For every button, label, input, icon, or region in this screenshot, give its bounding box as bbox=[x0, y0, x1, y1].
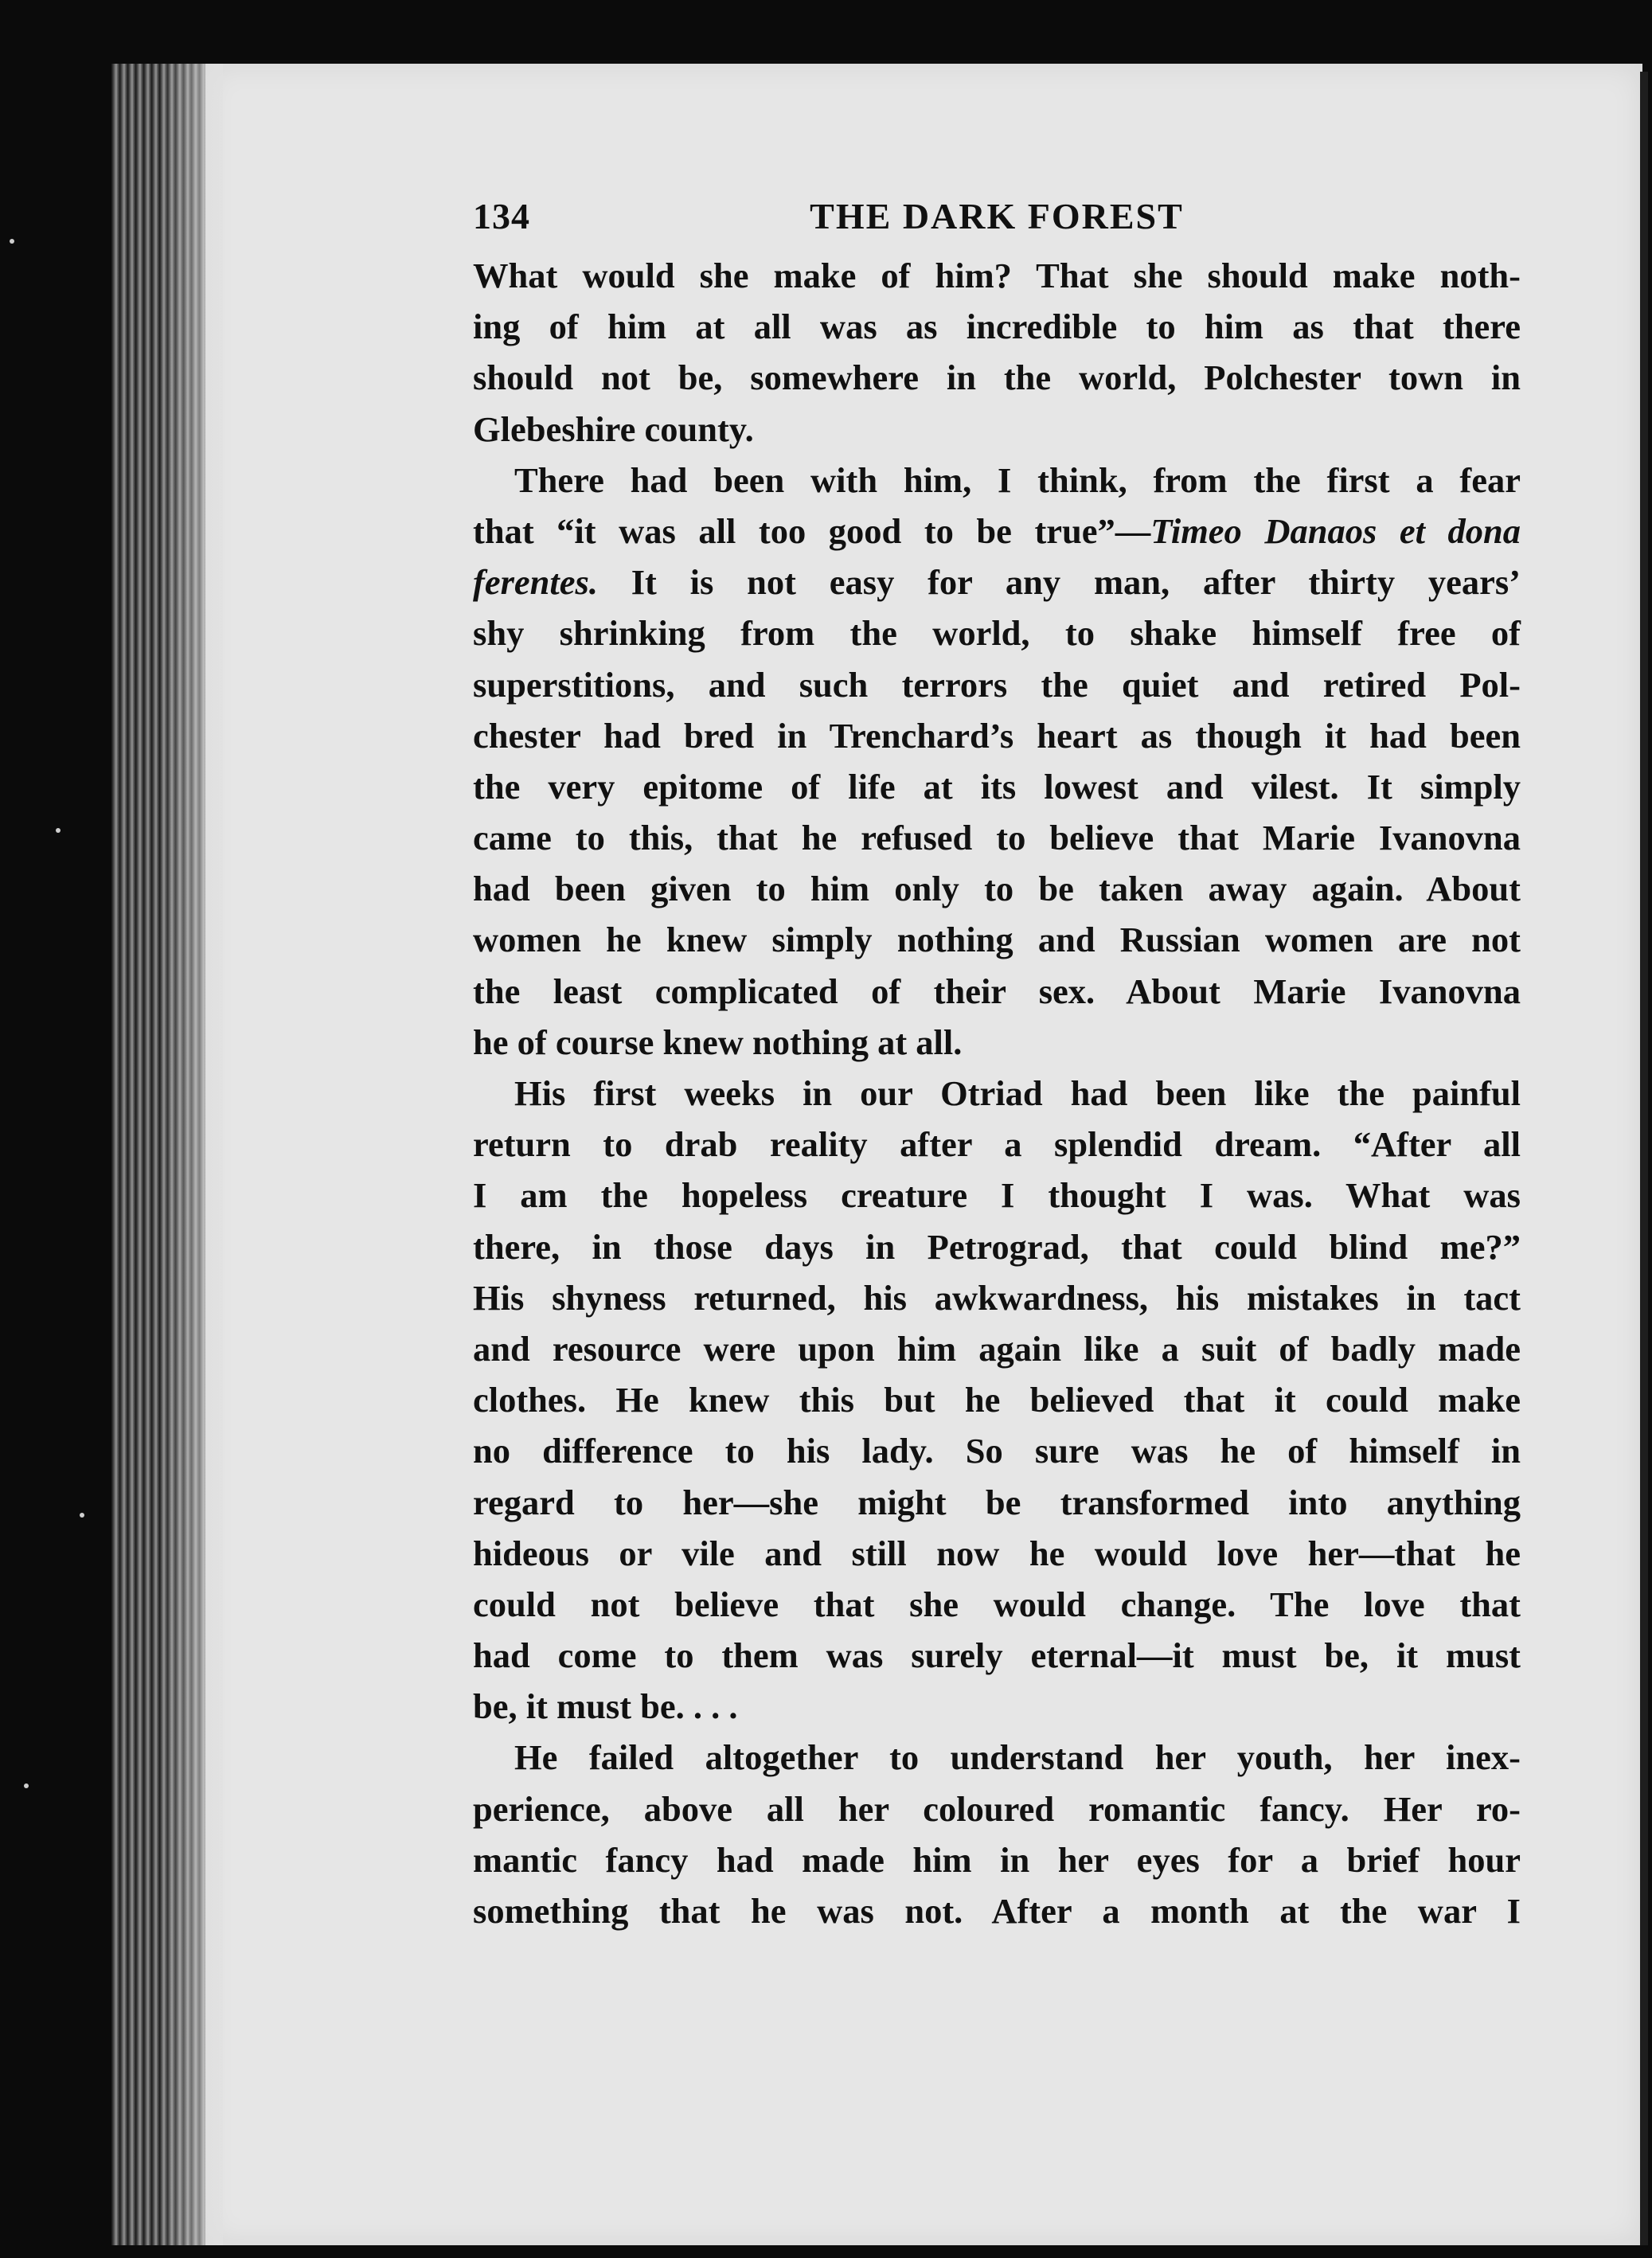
text-line: What would she make of him? That she should make noth- bbox=[473, 256, 1521, 295]
text-line: the very epitome of life at its lowest and vilest. It simply bbox=[473, 766, 1521, 807]
text-line: clothes. He knew this but he believed that it could make bbox=[473, 1380, 1521, 1420]
text-line: had been given to him only to be taken away again. About bbox=[473, 869, 1521, 909]
text-line: women he knew simply nothing and Russian women are not bbox=[473, 920, 1521, 960]
text-line: be, it must be. . . . bbox=[473, 1686, 738, 1727]
latin-quote: Timeo Danaos et dona bbox=[1150, 510, 1521, 551]
page-right-edge bbox=[1640, 72, 1648, 2245]
text-line: superstitions, and such terrors the quiet and retired Pol- bbox=[473, 664, 1521, 705]
dust-speck bbox=[10, 239, 14, 244]
text-line: the least complicated of their sex. About Marie Ivanovna bbox=[473, 971, 1521, 1011]
text-line: came to this, that he refused to believe that Marie Ivanovna bbox=[473, 818, 1521, 858]
text-line: there, in those days in Petrograd, that could blind me?” bbox=[473, 1226, 1521, 1267]
page-number: 134 bbox=[473, 196, 530, 236]
dust-speck bbox=[56, 828, 61, 833]
text-line: regard to her—she might be transformed into anything bbox=[473, 1482, 1521, 1522]
text-line: shy shrinking from the world, to shake himself free of bbox=[473, 613, 1521, 654]
text-line: He failed altogether to understand her youth, her inex- bbox=[514, 1737, 1521, 1778]
binding-shadow bbox=[159, 64, 223, 2245]
paragraph-2 bbox=[473, 455, 1521, 1068]
latin-quote-end: ferentes. bbox=[473, 562, 598, 603]
text-line: something that he was not. After a month at the war I bbox=[473, 1891, 1521, 1931]
text-line: mantic fancy had made him in her eyes for a brief hour bbox=[473, 1839, 1521, 1880]
text-line: His shyness returned, his awkwardness, his mistakes in tact bbox=[473, 1277, 1521, 1318]
text-line: There had been with him, I think, from the first a fear bbox=[514, 459, 1521, 500]
text-segment: that “it was all too good to be true”— bbox=[473, 510, 1151, 551]
text-line: and resource were upon him again like a suit of badly made bbox=[473, 1328, 1521, 1369]
text-line: His first weeks in our Otriad had been like the painful bbox=[514, 1073, 1521, 1113]
dust-speck bbox=[24, 1783, 29, 1788]
running-title: THE DARK FOREST bbox=[810, 196, 1184, 236]
text-line: Glebeshire county. bbox=[473, 408, 754, 449]
text-line: no difference to his lady. So sure was he of himself in bbox=[473, 1431, 1521, 1471]
text-line: should not be, somewhere in the world, Polchester town in bbox=[473, 357, 1521, 398]
text-line: had come to them was surely eternal—it must be, it must bbox=[473, 1635, 1521, 1676]
paragraph-3 bbox=[473, 1068, 1521, 1732]
text-segment: It is not easy for any man, after thirty years’ bbox=[597, 562, 1521, 603]
running-header bbox=[473, 191, 1521, 250]
paragraph-1 bbox=[473, 250, 1521, 455]
text-line: could not believe that she would change. The love that bbox=[473, 1584, 1521, 1624]
text-line: perience, above all her coloured romantic fancy. Her ro- bbox=[473, 1788, 1521, 1829]
text-line: hideous or vile and still now he would love her—that he bbox=[473, 1533, 1521, 1573]
text-line: return to drab reality after a splendid dream. “After all bbox=[473, 1124, 1521, 1165]
text-line bbox=[473, 557, 1521, 607]
paragraph-4 bbox=[473, 1732, 1521, 1936]
text-line: I am the hopeless creature I thought I was. What was bbox=[473, 1175, 1521, 1216]
dust-speck bbox=[80, 1513, 84, 1518]
text-line bbox=[473, 506, 1521, 557]
page-text bbox=[473, 191, 1521, 1936]
text-line: he of course knew nothing at all. bbox=[473, 1022, 963, 1062]
text-line: chester had bred in Trenchard’s heart as though it had been bbox=[473, 715, 1521, 756]
text-line: ing of him at all was as incredible to him as that there bbox=[473, 307, 1521, 347]
